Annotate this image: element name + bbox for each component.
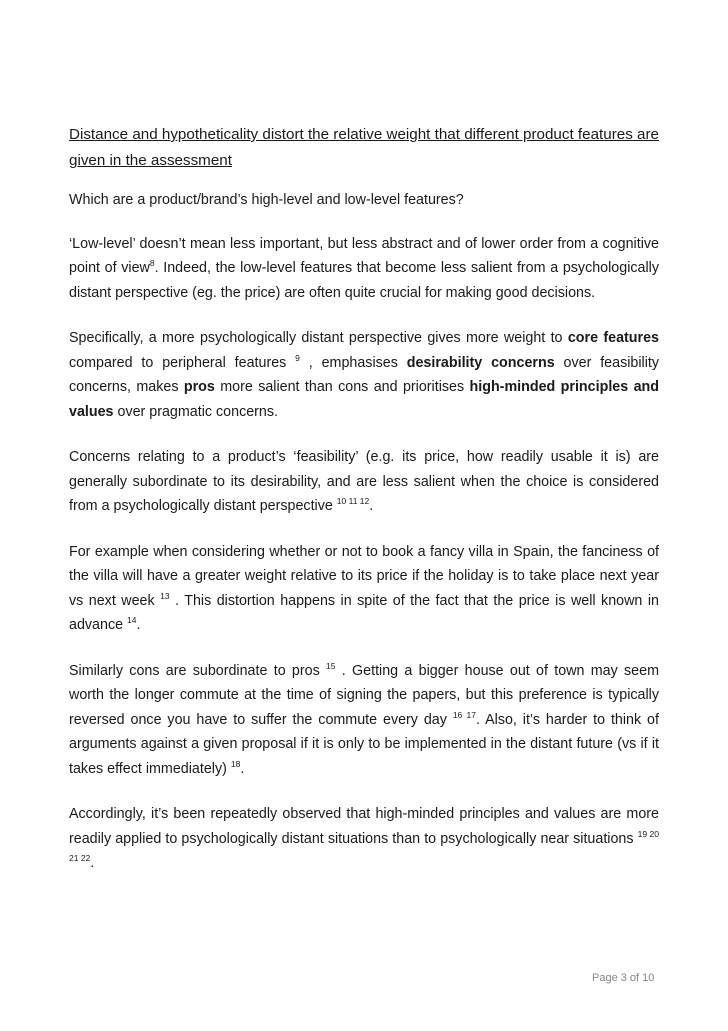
text: . (90, 855, 95, 871)
text: . This distortion happens in spite of the fact that the price is well known in advance (69, 592, 659, 633)
text: Concerns relating to a product’s ‘feasibility’ (e.g. its price, how readily usable it is) are generally subordinate to its desirability, and are less salient when the choice is considered from a psychologically distant perspective (69, 449, 659, 514)
bold-term: pros (183, 379, 215, 395)
text: compared to peripheral features (69, 354, 296, 371)
footnote-ref: 18 (230, 758, 241, 769)
text: , emphasises (299, 354, 407, 371)
footnote-ref: 8 (149, 258, 155, 269)
section-heading: Distance and hypotheticality distort the relative weight that different product features are given in the assessment (69, 126, 659, 169)
bold-term: core features (567, 330, 659, 346)
footnote-ref: 15 (326, 660, 336, 671)
text: For example when considering whether or not to book a fancy villa in Spain, the fanciness of the villa will have a greater weight relative to its price if the holiday is to take place next year vs next week (69, 543, 659, 609)
text: Accordingly, it’s been repeatedly observed that high-minded principles and values are more readily applied to psychologically distant situations than to psychologically near situations (69, 806, 659, 847)
page-number: Page 3 of 10 (592, 972, 655, 984)
text: Specifically, a more psychologically distant perspective gives more weight to (69, 330, 568, 346)
paragraph-villa-example (69, 540, 659, 638)
text: . Indeed, the low-level features that become less salient from a psychologically distant perspective (eg. the price) are often quite crucial for making good decisions. (69, 260, 659, 301)
text: . (240, 760, 245, 777)
footnote-ref: 9 (295, 352, 300, 363)
text: ‘Low-level’ doesn’t mean less important, but less abstract and of lower order from a cognitive point of view (69, 235, 659, 276)
footnote-ref: 19 20 21 22 (69, 828, 660, 864)
paragraph-feasibility (69, 445, 659, 519)
text: . (369, 498, 374, 514)
text: . Getting a bigger house out of town may seem worth the longer commute at the time of signing the papers, but this preference is typically reversed once you have to suffer the commute every day (69, 662, 659, 728)
question-paragraph: Which are a product/brand’s high-level and low-level features? (69, 192, 464, 208)
text: . (136, 617, 141, 633)
text: . Also, it’s harder to think of arguments against a given proposal if it is only to be implemented in the distant future (vs if it takes effect immediately) (69, 711, 659, 777)
document-body (69, 122, 659, 897)
bold-term: high-minded principles and values (69, 379, 660, 420)
footnote-ref: 14 (127, 615, 137, 626)
paragraph-principles (69, 802, 659, 876)
text: Similarly cons are subordinate to pros (69, 662, 327, 679)
paragraph-low-level (69, 232, 659, 306)
footnote-ref: 13 (160, 590, 170, 601)
footnote-ref: 10 11 12 (336, 496, 370, 507)
bold-term: desirability concerns (406, 354, 555, 371)
text: over pragmatic concerns. (113, 403, 278, 420)
paragraph-cons-pros (69, 659, 659, 782)
text: over feasibility concerns, makes (69, 354, 659, 395)
paragraph-distant-perspective (69, 326, 659, 424)
text: more salient than cons and prioritises (214, 379, 470, 395)
footnote-ref: 16 17 (452, 709, 477, 720)
